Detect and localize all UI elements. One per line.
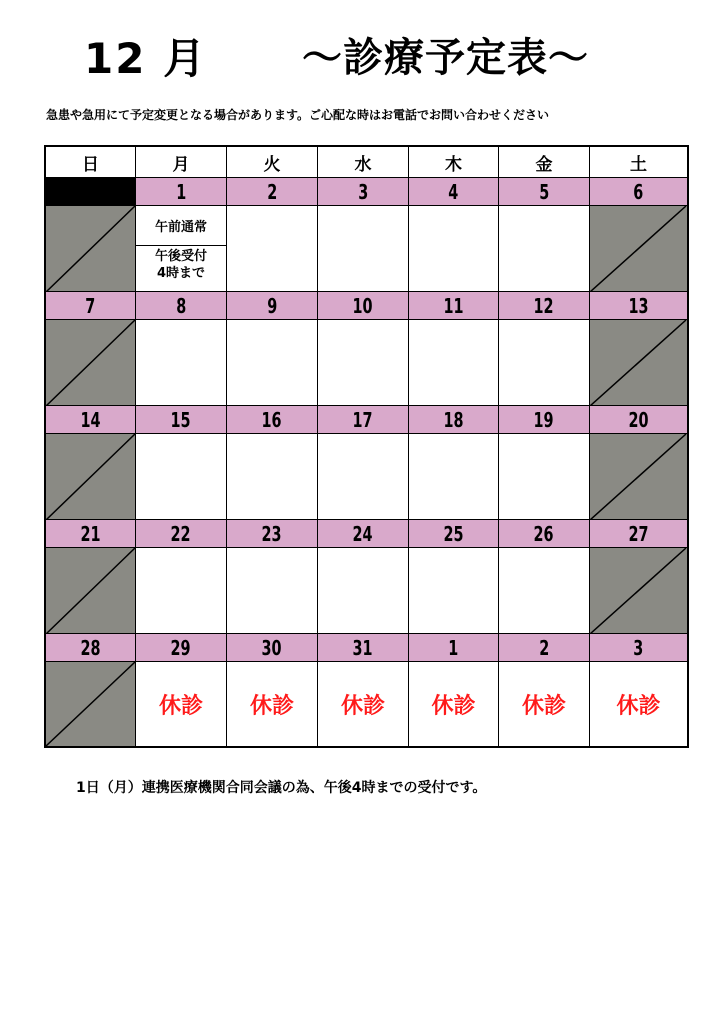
afternoon-note-line2: 4時まで: [156, 266, 206, 281]
date-number: [227, 292, 318, 320]
date-label: 16: [261, 407, 283, 432]
weekday-header: 水: [318, 147, 409, 178]
date-number: [227, 178, 318, 206]
diagonal-strike-icon: [46, 548, 136, 634]
day-cell: [136, 206, 227, 292]
date-number: [227, 406, 318, 434]
day-cell: [227, 320, 318, 406]
closed-day-cell: [590, 320, 687, 406]
date-number: [409, 520, 499, 548]
date-number: [590, 406, 687, 434]
date-label: 31: [352, 635, 374, 660]
closed-label: 休診: [431, 693, 476, 719]
date-number: [136, 292, 227, 320]
date-number: [590, 634, 687, 662]
month-title: 12 月: [84, 34, 208, 83]
date-label: 2: [266, 179, 278, 204]
date-number: [227, 520, 318, 548]
date-label: 14: [80, 407, 101, 432]
day-cell: [499, 206, 590, 292]
day-cell: [136, 548, 227, 634]
day-cell: [227, 662, 318, 746]
day-cell: [318, 548, 409, 634]
day-cell: [227, 548, 318, 634]
date-number: [499, 634, 590, 662]
date-number: [590, 178, 687, 206]
date-number: [409, 634, 499, 662]
day-cell: [318, 662, 409, 746]
date-label: 26: [533, 521, 555, 546]
date-label: 21: [80, 521, 101, 546]
footer-note: 1日（月）連携医療機関合同会議の為、午後4時までの受付です。: [76, 780, 487, 796]
date-label: 30: [261, 635, 283, 660]
date-label: 25: [443, 521, 464, 546]
date-number: [136, 178, 227, 206]
diagonal-strike-icon: [46, 434, 136, 520]
day-cell: [227, 434, 318, 520]
date-label: 18: [443, 407, 464, 432]
day-cell: [499, 434, 590, 520]
date-label: 8: [175, 293, 187, 318]
date-number: [499, 406, 590, 434]
weekday-header: 木: [409, 147, 499, 178]
date-label: 10: [352, 293, 374, 318]
date-label: 4: [448, 179, 459, 204]
date-label: 7: [85, 293, 96, 318]
closed-label: 休診: [340, 693, 385, 719]
date-label: 1: [448, 635, 459, 660]
diagonal-strike-icon: [46, 206, 136, 292]
day-cell: [318, 434, 409, 520]
date-label: 6: [633, 179, 644, 204]
closed-day-cell: [46, 548, 136, 634]
diagonal-strike-icon: [590, 206, 687, 292]
date-label: 3: [633, 635, 644, 660]
diagonal-strike-icon: [590, 548, 687, 634]
diagonal-strike-icon: [590, 434, 687, 520]
closed-day-cell: [590, 206, 687, 292]
weekday-header: 土: [590, 147, 687, 178]
date-label: 20: [628, 407, 649, 432]
diagonal-strike-icon: [590, 320, 687, 406]
date-label: 22: [170, 521, 192, 546]
day-cell: [499, 548, 590, 634]
calendar-grid: [44, 145, 689, 748]
date-number: [46, 406, 136, 434]
date-number: [409, 292, 499, 320]
day-cell: [499, 662, 590, 746]
weekday-header: 金: [499, 147, 590, 178]
closed-day-cell: [46, 662, 136, 746]
date-label: 28: [80, 635, 101, 660]
date-label: 15: [170, 407, 192, 432]
notice-text: 急患や急用にて予定変更となる場合があります。ご心配な時はお電話でお問い合わせください: [46, 108, 550, 122]
day-cell: [227, 206, 318, 292]
closed-day-cell: [46, 434, 136, 520]
date-label: 12: [533, 293, 555, 318]
date-label: 27: [628, 521, 649, 546]
date-number: [409, 178, 499, 206]
morning-hours-note: 午前通常: [136, 206, 226, 246]
date-number: [318, 178, 409, 206]
closed-label: 休診: [616, 693, 661, 719]
date-label: 3: [357, 179, 369, 204]
date-label: 23: [261, 521, 283, 546]
day-cell: [409, 662, 499, 746]
date-label: 19: [533, 407, 555, 432]
date-label: 11: [443, 293, 464, 318]
date-number: [136, 406, 227, 434]
date-number: [227, 634, 318, 662]
date-number: [136, 634, 227, 662]
day-cell: [318, 320, 409, 406]
closed-day-cell: [46, 320, 136, 406]
closed-label: 休診: [158, 693, 203, 719]
date-number: [318, 292, 409, 320]
closed-day-cell: [46, 206, 136, 292]
day-cell: [136, 662, 227, 746]
weekday-header: 月: [136, 147, 227, 178]
day-cell: [409, 206, 499, 292]
day-cell: [318, 206, 409, 292]
date-number: [46, 178, 136, 206]
day-cell: [136, 320, 227, 406]
afternoon-hours-note: [136, 248, 226, 282]
date-number: [499, 520, 590, 548]
date-number: [46, 634, 136, 662]
date-number: [590, 520, 687, 548]
date-label: 13: [628, 293, 649, 318]
date-label: 29: [170, 635, 192, 660]
date-label: 24: [352, 521, 374, 546]
date-label: 2: [538, 635, 550, 660]
date-number: [409, 406, 499, 434]
date-label: 9: [266, 293, 278, 318]
day-cell: [136, 434, 227, 520]
closed-day-cell: [590, 434, 687, 520]
date-label: 5: [538, 179, 550, 204]
date-number: [318, 520, 409, 548]
date-number: [499, 178, 590, 206]
day-cell: [499, 320, 590, 406]
date-label: 1: [175, 179, 187, 204]
afternoon-note-line1: 午後受付: [154, 249, 207, 264]
date-number: [136, 520, 227, 548]
diagonal-strike-icon: [46, 320, 136, 406]
date-number: [318, 634, 409, 662]
day-cell: [409, 548, 499, 634]
weekday-header: 火: [227, 147, 318, 178]
page-title: ～診療予定表～: [302, 35, 589, 81]
day-cell: [409, 320, 499, 406]
closed-label: 休診: [521, 693, 566, 719]
date-number: [499, 292, 590, 320]
date-number: [318, 406, 409, 434]
closed-day-cell: [590, 548, 687, 634]
date-number: [46, 520, 136, 548]
day-cell: [409, 434, 499, 520]
date-label: 17: [352, 407, 374, 432]
closed-label: 休診: [249, 693, 294, 719]
date-number: [590, 292, 687, 320]
date-number: [46, 292, 136, 320]
day-cell: [590, 662, 687, 746]
diagonal-strike-icon: [46, 662, 136, 746]
weekday-header: 日: [46, 147, 136, 178]
